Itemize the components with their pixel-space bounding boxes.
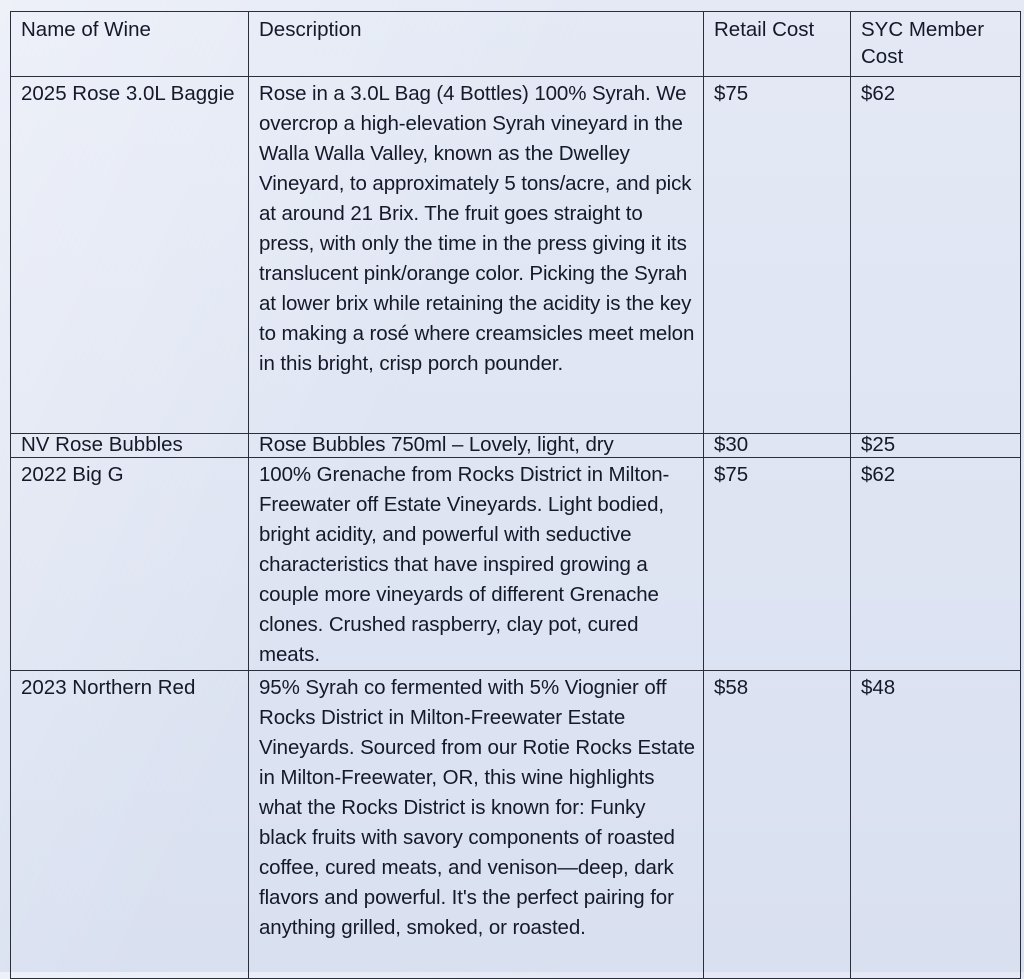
wine-price-sheet xyxy=(10,11,1020,964)
member-cost-cell: $62 xyxy=(851,77,1021,434)
retail-cost-cell: $75 xyxy=(704,77,851,434)
table-row xyxy=(11,77,1021,434)
member-cost-cell: $62 xyxy=(851,458,1021,671)
retail-cost-cell: $30 xyxy=(704,434,851,458)
wine-name-cell: NV Rose Bubbles xyxy=(11,434,249,458)
table-header-row xyxy=(11,12,1021,77)
wine-name-cell: 2023 Northern Red xyxy=(11,671,249,979)
table-row xyxy=(11,671,1021,979)
retail-cost-cell: $58 xyxy=(704,671,851,979)
retail-cost-cell: $75 xyxy=(704,458,851,671)
wine-table xyxy=(10,11,1021,979)
header-retail-cost: Retail Cost xyxy=(704,12,851,77)
wine-description-cell: 100% Grenache from Rocks District in Milton-Freewater off Estate Vineyards. Light bodied, bright acidity, and powerful with seductive characteristics that have inspired growing a couple more vineyards of different Grenache clones. Crushed raspberry, clay pot, cured meats. xyxy=(249,458,704,671)
table-row xyxy=(11,458,1021,671)
wine-name-cell: 2025 Rose 3.0L Baggie xyxy=(11,77,249,434)
wine-name-cell: 2022 Big G xyxy=(11,458,249,671)
member-cost-cell: $48 xyxy=(851,671,1021,979)
wine-description-cell: Rose in a 3.0L Bag (4 Bottles) 100% Syrah. We overcrop a high-elevation Syrah vineyard in the Walla Walla Valley, known as the Dwelley Vineyard, to approximately 5 tons/acre, and pick at around 21 Brix. The fruit goes straight to press, with only the time in the press giving it its translucent pink/orange color. Picking the Syrah at lower brix while retaining the acidity is the key to making a rosé where creamsicles meet melon in this bright, crisp porch pounder. xyxy=(249,77,704,434)
member-cost-cell: $25 xyxy=(851,434,1021,458)
header-name-of-wine: Name of Wine xyxy=(11,12,249,77)
header-member-cost: SYC Member Cost xyxy=(851,12,1021,77)
header-description: Description xyxy=(249,12,704,77)
table-row xyxy=(11,434,1021,458)
wine-description-cell: 95% Syrah co fermented with 5% Viognier off Rocks District in Milton-Freewater Estate Vineyards. Sourced from our Rotie Rocks Estate in Milton-Freewater, OR, this wine highlights what the Rocks District is known for: Funky black fruits with savory components of roasted coffee, cured meats, and venison—deep, dark flavors and powerful. It's the perfect pairing for anything grilled, smoked, or roasted. xyxy=(249,671,704,979)
wine-description-cell: Rose Bubbles 750ml – Lovely, light, dry xyxy=(249,434,704,458)
